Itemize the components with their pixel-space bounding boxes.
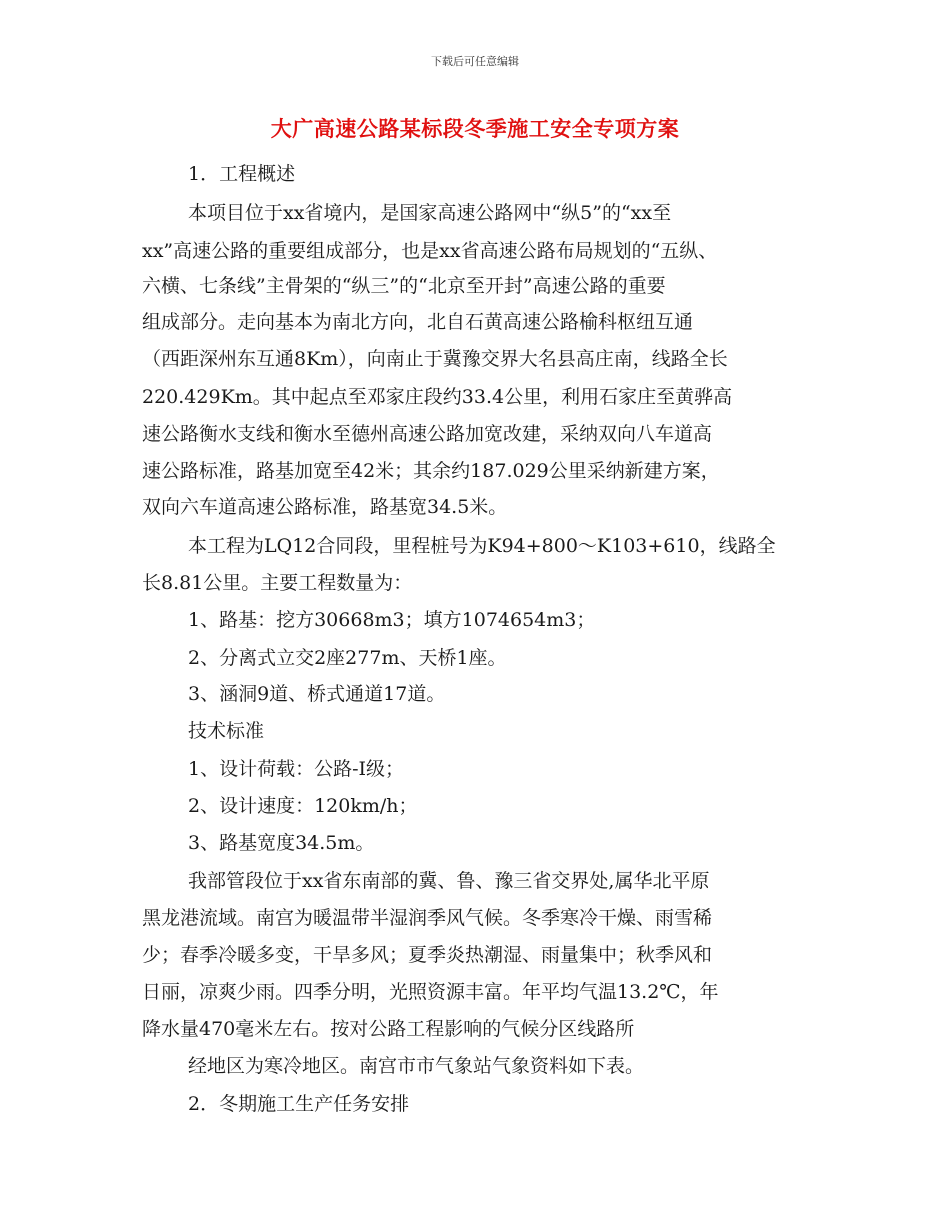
list-item: 1、设计荷载：公路-Ⅰ级； bbox=[188, 758, 405, 780]
paragraph-line: 日丽，凉爽少雨。四季分明，光照资源丰富。年平均气温13.2℃，年 bbox=[142, 981, 719, 1003]
paragraph-line: 少；春季冷暖多变，干旱多风；夏季炎热潮湿、雨量集中；秋季风和 bbox=[142, 944, 713, 966]
paragraph-line: 降水量470毫米左右。按对公路工程影响的气候分区线路所 bbox=[142, 1018, 635, 1040]
paragraph-line: 双向六车道高速公路标准，路基宽34.5米。 bbox=[142, 496, 508, 518]
paragraph-line: 220.429Km。其中起点至邓家庄段约33.4公里，利用石家庄至黄骅高 bbox=[142, 386, 733, 408]
list-item: 3、涵洞9道、桥式通道17道。 bbox=[188, 683, 446, 705]
paragraph-line: xx”高速公路的重要组成部分，也是xx省高速公路布局规划的“五纵、 bbox=[142, 240, 718, 262]
paragraph-line: 长8.81公里。主要工程数量为： bbox=[142, 572, 413, 594]
paragraph-line: 本项目位于xx省境内，是国家高速公路网中“纵5”的“xx至 bbox=[188, 202, 672, 224]
paragraph-line: 经地区为寒冷地区。南宫市市气象站气象资料如下表。 bbox=[188, 1055, 645, 1077]
list-item: 3、路基宽度34.5m。 bbox=[188, 832, 375, 854]
subheading-tech-standard: 技术标准 bbox=[188, 720, 265, 742]
list-item: 2、分离式立交2座277m、天桥1座。 bbox=[188, 647, 507, 669]
paragraph-line: 本工程为LQ12合同段，里程桩号为K94+800～K103+610，线路全 bbox=[188, 535, 776, 557]
paragraph-line: 速公路衡水支线和衡水至德州高速公路加宽改建，采纳双向八车道高 bbox=[142, 423, 713, 445]
paragraph-line: 六横、七条线”主骨架的“纵三”的“北京至开封”高速公路的重要 bbox=[142, 275, 666, 297]
list-item: 2、设计速度：120km/h； bbox=[188, 795, 418, 817]
section-heading-overview: 1．工程概述 bbox=[188, 163, 296, 185]
paragraph-line: 黑龙港流域。南宫为暖温带半湿润季风气候。冬季寒冷干燥、雨雪稀 bbox=[142, 907, 713, 929]
section-heading-schedule: 2．冬期施工生产任务安排 bbox=[188, 1093, 410, 1115]
paragraph-line: （西距深州东互通8Km），向南止于冀豫交界大名县高庄南，线路全长 bbox=[142, 348, 728, 370]
paragraph-line: 组成部分。走向基本为南北方向，北自石黄高速公路榆科枢纽互通 bbox=[142, 311, 694, 333]
paragraph-line: 我部管段位于xx省东南部的冀、鲁、豫三省交界处,属华北平原 bbox=[188, 870, 710, 892]
list-item: 1、路基：挖方30668m3；填方1074654m3； bbox=[188, 609, 596, 631]
page-header-note: 下载后可任意编辑 bbox=[431, 55, 519, 68]
paragraph-line: 速公路标准，路基加宽至42米；其余约187.029公里采纳新建方案， bbox=[142, 460, 720, 482]
document-title: 大广高速公路某标段冬季施工安全专项方案 bbox=[270, 117, 680, 141]
